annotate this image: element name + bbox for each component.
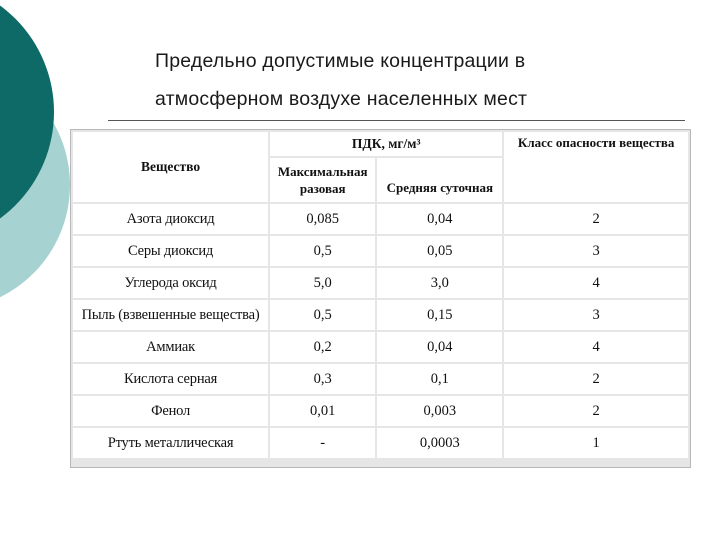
cell-hazard-class: 4 (504, 332, 688, 362)
cell-max-single: - (270, 428, 375, 458)
header-daily-avg (377, 158, 502, 202)
cell-substance: Углерода оксид (73, 268, 268, 298)
header-max-single: Максимальная разовая (270, 158, 375, 202)
cell-max-single: 0,3 (270, 364, 375, 394)
cell-hazard-class: 2 (504, 396, 688, 426)
cell-max-single: 0,5 (270, 236, 375, 266)
table-row (73, 364, 688, 394)
cell-daily-avg: 0,04 (377, 204, 502, 234)
table-row (73, 428, 688, 458)
table-row (73, 204, 688, 234)
header-substance: Вещество (73, 132, 268, 202)
cell-hazard-class: 2 (504, 204, 688, 234)
header-daily-avg-label: Средняя суточная (386, 179, 494, 195)
cell-max-single: 0,085 (270, 204, 375, 234)
pdk-table (71, 130, 690, 460)
table-row (73, 268, 688, 298)
cell-daily-avg: 0,05 (377, 236, 502, 266)
cell-daily-avg: 0,0003 (377, 428, 502, 458)
table-row (73, 332, 688, 362)
cell-hazard-class: 2 (504, 364, 688, 394)
title-underline (108, 120, 685, 121)
cell-substance: Пыль (взвешенные вещества) (73, 300, 268, 330)
pdk-table-container (70, 129, 691, 468)
cell-max-single: 0,5 (270, 300, 375, 330)
slide-title (155, 42, 695, 118)
cell-max-single: 0,01 (270, 396, 375, 426)
cell-hazard-class: 4 (504, 268, 688, 298)
cell-hazard-class: 3 (504, 236, 688, 266)
cell-max-single: 5,0 (270, 268, 375, 298)
slide-title-line-1: Предельно допустимые концентрации в (155, 50, 526, 72)
cell-substance: Ртуть металлическая (73, 428, 268, 458)
cell-hazard-class: 3 (504, 300, 688, 330)
cell-max-single: 0,2 (270, 332, 375, 362)
cell-daily-avg: 3,0 (377, 268, 502, 298)
cell-daily-avg: 0,15 (377, 300, 502, 330)
header-pdk: ПДК, мг/м³ (270, 132, 502, 156)
table-row (73, 300, 688, 330)
cell-substance: Аммиак (73, 332, 268, 362)
cell-daily-avg: 0,003 (377, 396, 502, 426)
table-row (73, 236, 688, 266)
cell-substance: Серы диоксид (73, 236, 268, 266)
cell-substance: Фенол (73, 396, 268, 426)
cell-daily-avg: 0,1 (377, 364, 502, 394)
cell-hazard-class: 1 (504, 428, 688, 458)
cell-substance: Азота диоксид (73, 204, 268, 234)
cell-daily-avg: 0,04 (377, 332, 502, 362)
slide-title-line-2: атмосферном воздухе населенных мест (155, 88, 528, 110)
table-row (73, 396, 688, 426)
cell-substance: Кислота серная (73, 364, 268, 394)
header-hazard-class: Класс опасности вещества (504, 132, 688, 202)
